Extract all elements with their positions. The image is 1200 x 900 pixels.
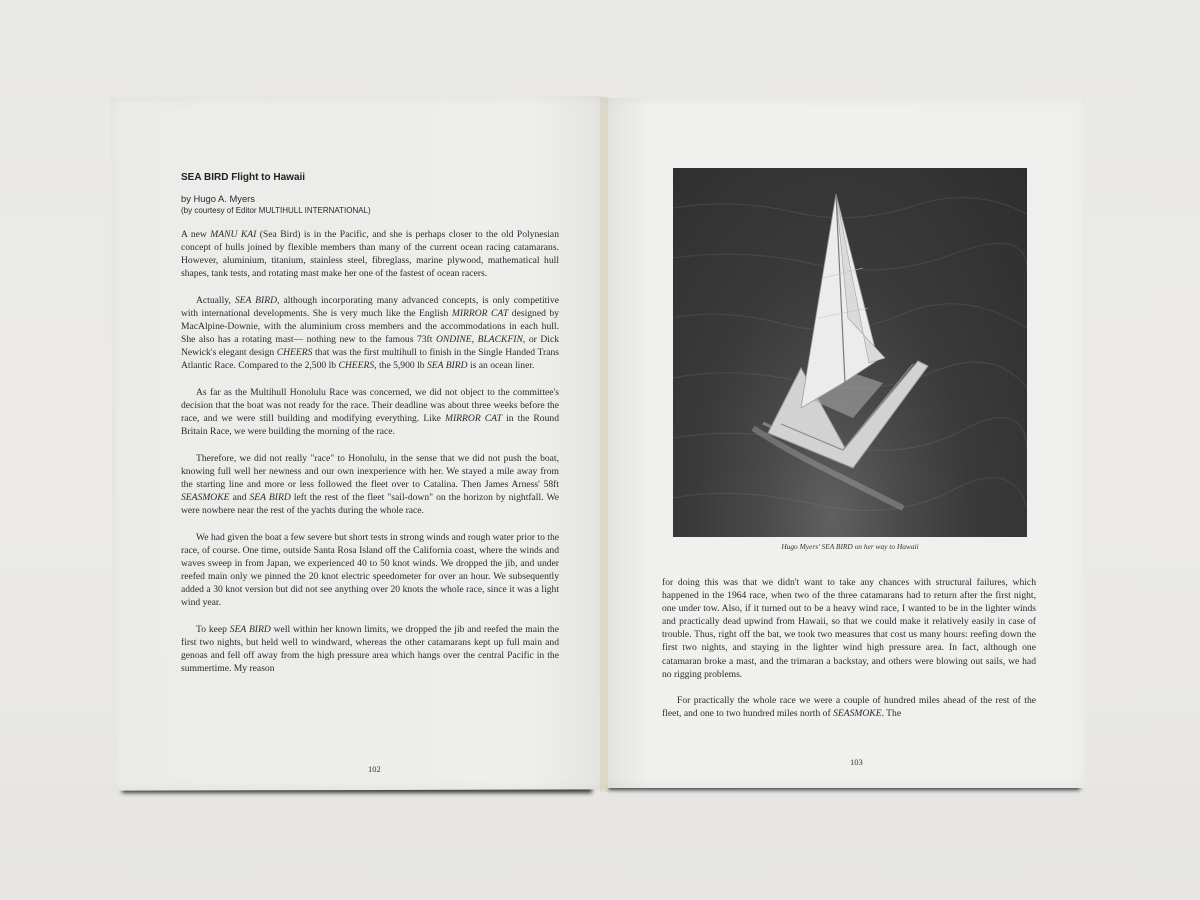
paragraph: For practically the whole race we were a couple of hundred miles ahead of the rest of the fleet, and one to two hundred miles north of SEASMOKE. The [662, 695, 1036, 720]
paragraph: To keep SEA BIRD well within her known limits, we dropped the jib and reefed the main the first two nights, but held well to windward, whereas the other catamarans kept up full main and genoas and fell off away from the high pressure area which hangs over the central Pacific in the summertime. My reason [181, 623, 559, 675]
sailboat-photo [673, 168, 1027, 537]
article-byline: by Hugo A. Myers [181, 193, 255, 204]
paragraph: for doing this was that we didn't want to take any chances with structural failures, which happened in the 1964 race, when two of the three catamarans had to return after the first night, one under tow. Also, if it turned out to be a heavy wind race, I wanted to be in the lighter winds and practically dead upwind from Hawaii, so that we could make it relatively easily in case of trouble. Thus, right off the bat, we took two measures that cost us many hours: reefing down the first two nights, and staying in the lighter wind high pressure area. In fact, although one catamaran broke a mast, and the trimaran a backstay, and others were blowing out sails, we had no rigging problems. [662, 577, 1036, 680]
left-body-text [181, 228, 559, 689]
page-number-right: 103 [850, 757, 863, 767]
book-gutter [600, 97, 608, 792]
paragraph: As far as the Multihull Honolulu Race was concerned, we did not object to the committee's decision that the boat was not ready for the race. Their deadline was about three weeks before the race, and we were still building and modifying everything. Like MIRROR CAT in the Round Britain Race, we were building the morning of the race. [181, 386, 559, 438]
article-courtesy: (by courtesy of Editor MULTIHULL INTERNATIONAL) [181, 206, 371, 215]
page-number-left: 102 [368, 764, 381, 774]
paragraph: A new MANU KAI (Sea Bird) is in the Pacific, and she is perhaps closer to the old Polynesian concept of hulls joined by flexible members than many of the current ocean racing catamarans. However, aluminium, titanium, stainless steel, fibreglass, marine plywood, mathematical hull shapes, tank tests, and rotating mast make her one of the fastest of ocean racers. [181, 229, 559, 280]
right-body-text [662, 576, 1036, 734]
paragraph: Actually, SEA BIRD, although incorporating many advanced concepts, is only competitive with international developments. She is very much like the English MIRROR CAT designed by MacAlpine-Downie, with the aluminium cross members and the accommodations in each hull. She also has a rotating mast— nothing new to the famous 73ft ONDINE, BLACKFIN, or Dick Newick's elegant design CHEERS that was the first multihull to finish in the Single Handed Trans Atlantic Race. Compared to the 2,500 lb CHEERS, the 5,900 lb SEA BIRD is an ocean liner. [181, 294, 560, 372]
article-title: SEA BIRD Flight to Hawaii [181, 172, 306, 183]
paragraph: We had given the boat a few severe but short tests in strong winds and rough water prior to the race, of course. One time, outside Santa Rosa Island off the California coast, where the winds and waves sweep in from Japan, we experienced 40 to 50 knot winds. We dropped the jib, and under reefed main only we pinned the 20 knot electric speedometer for over an hour. We subsequently added a 30 knot version but did not see anything over 20 knots the whole race, since it was a light wind year. [181, 531, 559, 609]
paragraph: Therefore, we did not really "race" to Honolulu, in the sense that we did not push the boat, knowing full well her newness and our own inexperience with her. We stayed a mile away from the starting line and more or less followed the fleet over to Catalina. Then James Arness' 58ft SEASMOKE and SEA BIRD left the rest of the fleet "sail-down" on the horizon by nightfall. We were nowhere near the rest of the yachts during the whole race. [181, 452, 559, 517]
photo-caption: Hugo Myers' SEA BIRD on her way to Hawaii [781, 542, 919, 551]
